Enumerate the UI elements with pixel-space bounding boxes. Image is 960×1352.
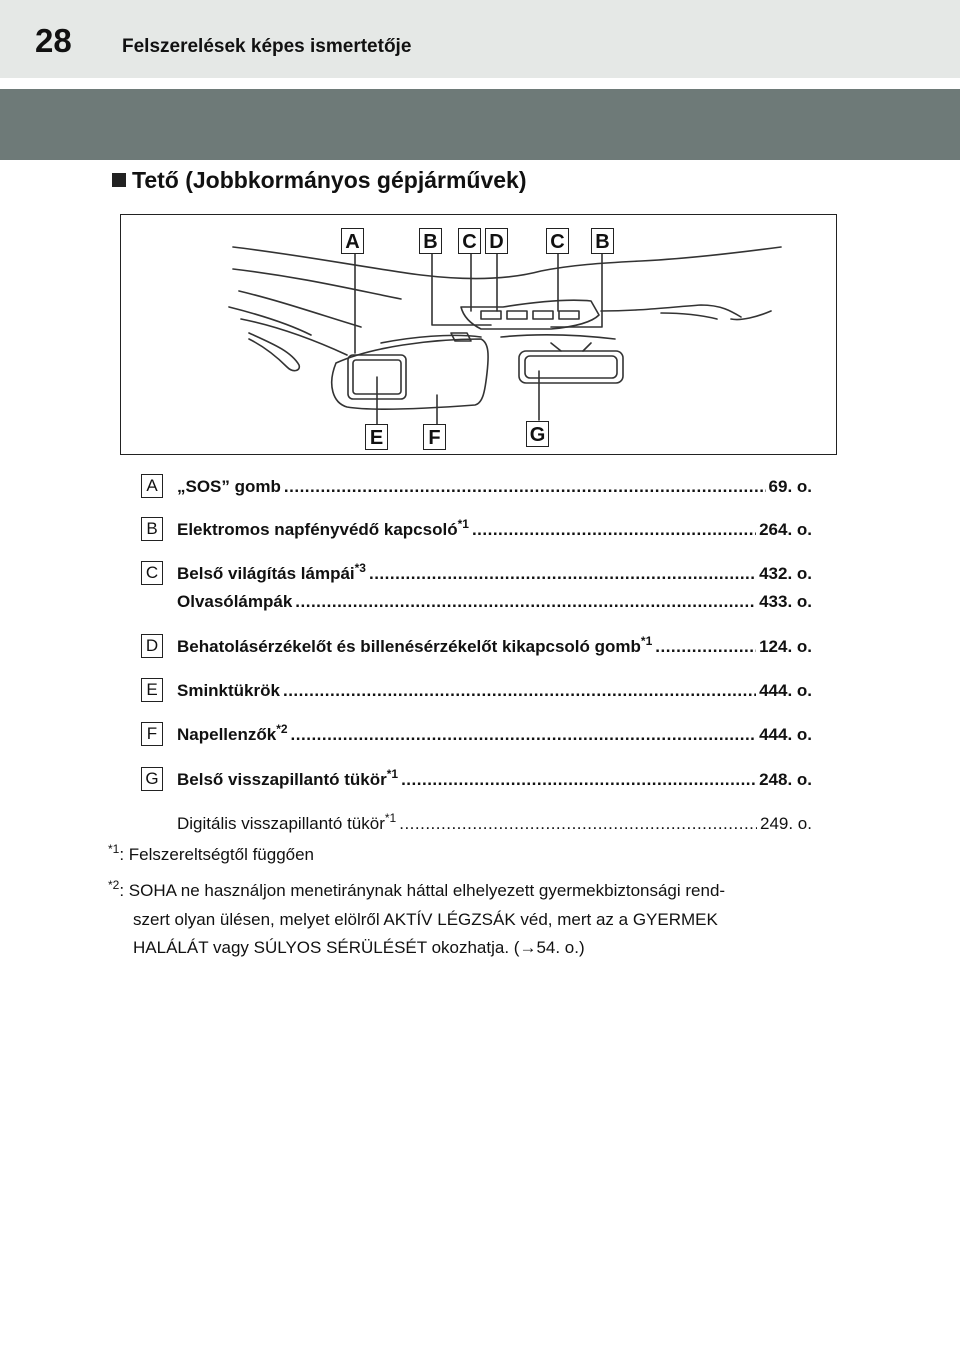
roof-illustration: [120, 214, 837, 455]
callout-label: A: [341, 228, 364, 254]
leader-dots: [369, 564, 756, 584]
item-label: Behatolásérzékelőt és billenésérzékelőt kikapcsoló gomb: [177, 637, 641, 656]
callout-label: G: [526, 421, 549, 447]
callout-label: E: [365, 424, 388, 450]
item-label: „SOS” gomb: [177, 477, 281, 496]
list-item: [177, 722, 812, 749]
callout-label: D: [485, 228, 508, 254]
section-title: [112, 167, 527, 194]
leader-dots: [401, 770, 756, 790]
footnote-1: [108, 842, 315, 865]
leader-dots: [283, 681, 756, 701]
header-band: [0, 89, 960, 160]
callout-label: B: [419, 228, 442, 254]
item-letter-box: A: [141, 474, 163, 498]
leader-dots: [284, 477, 766, 497]
item-page-ref[interactable]: 124. o.: [759, 637, 812, 656]
item-label: Digitális visszapillantó tükör: [177, 814, 385, 833]
item-page-ref[interactable]: 433. o.: [759, 592, 812, 611]
list-item: [177, 561, 812, 588]
item-letter-box: F: [141, 722, 163, 746]
footnote-text: : Felszereltségtől függően: [119, 845, 315, 864]
callout-label: F: [423, 424, 446, 450]
item-page-ref[interactable]: 444. o.: [759, 681, 812, 700]
item-letter-box: C: [141, 561, 163, 585]
footnote-ref: *1: [386, 767, 399, 781]
item-letter-box: B: [141, 517, 163, 541]
item-page-ref[interactable]: 249. o.: [760, 814, 812, 833]
footnote-ref: *1: [457, 517, 469, 531]
footnote-mark: *1: [108, 842, 120, 856]
list-item: [177, 767, 812, 794]
callout-label: C: [458, 228, 481, 254]
item-page-ref[interactable]: 264. o.: [759, 520, 812, 539]
footnote-text: HALÁLÁT vagy SÚLYOS SÉRÜLÉSÉT okozhatja. (→54. o.): [133, 938, 585, 957]
item-page-ref[interactable]: 248. o.: [759, 770, 812, 789]
callout-label: C: [546, 228, 569, 254]
item-page-ref[interactable]: 432. o.: [759, 564, 812, 583]
bullet-square-icon: [112, 173, 126, 187]
footnote-text: szert olyan ülésen, melyet elölről AKTÍV LÉGZSÁK véd, mert az a GYERMEK: [133, 910, 718, 929]
item-letter-box: D: [141, 634, 163, 658]
footnote-ref: *3: [354, 561, 366, 575]
list-item: [177, 681, 812, 705]
list-item: [177, 517, 812, 544]
item-letter-box: E: [141, 678, 163, 702]
item-label: Olvasólámpák: [177, 592, 293, 611]
item-page-ref[interactable]: 69. o.: [768, 477, 812, 496]
footnote-ref: *1: [640, 634, 653, 648]
footnote-2: [108, 878, 726, 901]
list-item: [177, 477, 812, 501]
item-label: Belső világítás lámpái: [177, 564, 355, 583]
callout-label: B: [591, 228, 614, 254]
chapter-title: Felszerelések képes ismertetője: [122, 36, 412, 57]
item-label: Belső visszapillantó tükör: [177, 770, 387, 789]
leader-dots: [295, 592, 756, 612]
leader-dots: [399, 814, 757, 834]
list-item: [177, 634, 812, 661]
list-item: [177, 811, 812, 838]
footnote-mark: *2: [108, 878, 120, 892]
item-page-ref[interactable]: 444. o.: [759, 725, 812, 744]
page-number: 28: [35, 22, 72, 59]
leader-dots: [291, 725, 757, 745]
section-title-text: Tető (Jobbkormányos gépjárművek): [132, 167, 527, 193]
item-label: Elektromos napfényvédő kapcsoló: [177, 520, 458, 539]
footnote-ref: *2: [276, 722, 288, 736]
item-label: Napellenzők: [177, 725, 277, 744]
leader-dots: [472, 520, 756, 540]
footnote-text: : SOHA ne használjon menetiránynak háttal elhelyezett gyermekbiztonsági rend-: [119, 881, 726, 900]
item-letter-box: G: [141, 767, 163, 791]
list-item: [177, 592, 812, 616]
leader-dots: [655, 637, 756, 657]
item-label: Sminktükrök: [177, 681, 280, 700]
footnote-ref: *1: [384, 811, 397, 825]
